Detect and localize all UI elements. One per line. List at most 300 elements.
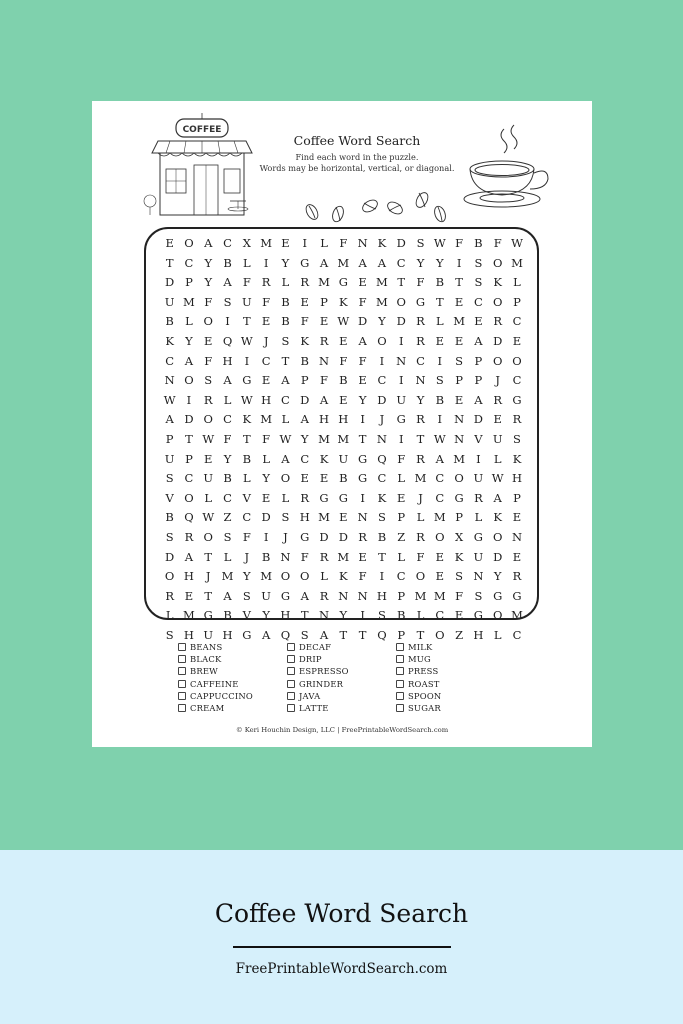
grid-letter[interactable]: W [491,471,504,486]
word-checkbox[interactable] [287,667,295,675]
grid-letter[interactable]: D [493,333,503,348]
grid-letter[interactable]: C [184,471,194,486]
grid-letter[interactable]: P [165,431,174,446]
grid-letter[interactable]: G [319,490,329,505]
grid-letter[interactable]: W [240,333,253,348]
grid-letter[interactable]: S [455,353,464,368]
word-list-item[interactable] [396,702,506,714]
grid-letter[interactable]: G [454,490,464,505]
grid-letter[interactable]: C [435,471,445,486]
grid-letter[interactable]: P [455,373,463,388]
grid-letter[interactable]: M [183,294,195,309]
grid-letter[interactable]: S [281,333,290,348]
grid-letter[interactable]: F [262,431,271,446]
grid-letter[interactable]: E [454,294,464,309]
grid-letter[interactable]: R [416,412,425,427]
grid-letter[interactable]: F [358,353,367,368]
grid-letter[interactable]: F [358,294,367,309]
word-list-item[interactable] [287,702,397,714]
grid-letter[interactable]: C [377,373,387,388]
grid-letter[interactable]: S [474,275,483,290]
grid-letter[interactable]: I [379,569,385,584]
grid-letter[interactable]: I [398,431,404,446]
grid-letter[interactable]: E [435,549,444,564]
grid-letter[interactable]: R [300,490,310,505]
grid-letter[interactable]: A [319,627,329,642]
grid-letter[interactable]: N [357,510,368,525]
grid-letter[interactable]: P [397,588,406,603]
grid-letter[interactable]: T [185,431,193,446]
grid-letter[interactable]: L [243,471,251,486]
grid-letter[interactable]: M [511,608,523,623]
grid-letter[interactable]: M [433,510,446,525]
grid-letter[interactable]: S [204,373,213,388]
word-checkbox[interactable] [178,680,186,688]
grid-letter[interactable]: M [337,255,350,270]
grid-letter[interactable]: E [454,392,464,407]
grid-letter[interactable]: B [339,471,348,486]
word-list-item[interactable] [178,653,288,665]
grid-letter[interactable]: A [300,412,309,427]
grid-letter[interactable]: G [493,588,503,603]
grid-letter[interactable]: M [433,588,446,603]
grid-letter[interactable]: P [300,373,309,388]
grid-letter[interactable]: C [261,353,271,368]
grid-letter[interactable]: D [377,392,387,407]
grid-letter[interactable]: L [223,549,232,564]
grid-letter[interactable]: R [416,314,425,329]
grid-letter[interactable]: H [319,412,330,427]
grid-letter[interactable]: G [512,588,522,603]
grid-letter[interactable]: Q [280,627,291,642]
grid-letter[interactable]: G [512,392,522,407]
grid-letter[interactable]: W [202,510,215,525]
grid-letter[interactable]: Y [204,275,213,290]
grid-letter[interactable]: W [202,431,215,446]
grid-letter[interactable]: J [283,529,288,544]
grid-letter[interactable]: E [339,392,348,407]
word-list-item[interactable] [287,678,397,690]
grid-letter[interactable]: Y [300,431,309,446]
grid-letter[interactable]: A [377,255,387,270]
grid-letter[interactable]: A [474,333,483,348]
word-list-item[interactable] [178,665,288,677]
grid-letter[interactable]: O [396,294,406,309]
grid-letter[interactable]: H [299,510,310,525]
grid-letter[interactable]: U [492,431,503,446]
grid-letter[interactable]: K [377,236,387,250]
grid-letter[interactable]: K [493,275,502,290]
grid-letter[interactable]: O [492,353,503,368]
grid-letter[interactable]: V [242,608,251,623]
grid-letter[interactable]: S [513,431,521,446]
grid-letter[interactable]: L [416,608,425,623]
grid-letter[interactable]: K [242,412,252,427]
grid-letter[interactable]: G [242,373,252,388]
grid-letter[interactable]: B [242,451,252,466]
grid-letter[interactable]: B [281,294,290,309]
grid-letter[interactable]: M [337,549,350,564]
grid-letter[interactable]: F [242,529,251,544]
grid-letter[interactable]: Y [281,255,290,270]
grid-letter[interactable]: K [454,549,464,564]
grid-letter[interactable]: H [338,412,349,427]
grid-letter[interactable]: S [474,255,483,270]
grid-letter[interactable]: G [203,608,213,623]
word-list-item[interactable] [287,653,397,665]
grid-letter[interactable]: E [512,549,522,564]
word-list-item[interactable] [396,653,506,665]
grid-letter[interactable]: M [453,451,465,466]
grid-letter[interactable]: Y [262,471,270,486]
grid-letter[interactable]: L [513,275,521,290]
grid-letter[interactable]: E [184,588,194,603]
grid-letter[interactable]: E [204,333,213,348]
grid-letter[interactable]: A [319,255,329,270]
grid-letter[interactable]: W [337,314,350,329]
grid-letter[interactable]: O [492,608,503,623]
word-list-item[interactable] [396,641,506,653]
grid-letter[interactable]: I [437,353,443,368]
grid-letter[interactable]: M [414,471,427,486]
grid-letter[interactable]: R [512,569,522,584]
grid-letter[interactable]: H [280,608,291,623]
grid-letter[interactable]: D [473,412,484,427]
grid-letter[interactable]: K [493,510,502,525]
grid-letter[interactable]: T [339,627,348,642]
grid-letter[interactable]: G [358,451,368,466]
grid-letter[interactable]: J [205,569,211,584]
grid-letter[interactable]: S [223,294,232,309]
grid-letter[interactable]: Y [378,314,386,329]
word-list-item[interactable] [287,665,397,677]
grid-letter[interactable]: C [281,392,290,407]
grid-letter[interactable]: Y [493,569,502,584]
grid-letter[interactable]: Y [436,255,444,270]
grid-letter[interactable]: E [319,471,329,486]
grid-letter[interactable]: F [416,275,425,290]
word-checkbox[interactable] [178,704,186,712]
grid-letter[interactable]: S [165,529,174,544]
grid-letter[interactable]: O [203,314,213,329]
grid-letter[interactable]: F [320,373,329,388]
word-list-item[interactable] [178,678,288,690]
grid-letter[interactable]: K [319,451,329,466]
grid-letter[interactable]: P [513,490,521,505]
grid-letter[interactable]: I [360,490,365,505]
grid-letter[interactable]: M [337,431,350,446]
grid-letter[interactable]: X [455,529,464,544]
grid-letter[interactable]: P [320,294,328,309]
grid-letter[interactable]: U [164,294,175,309]
grid-letter[interactable]: F [455,588,464,603]
grid-letter[interactable]: K [339,569,348,584]
grid-letter[interactable]: R [493,392,503,407]
grid-letter[interactable]: A [184,353,194,368]
grid-letter[interactable]: B [281,314,290,329]
grid-letter[interactable]: N [318,353,330,368]
grid-letter[interactable]: V [165,490,174,505]
grid-letter[interactable]: D [493,549,503,564]
grid-letter[interactable]: O [300,569,310,584]
grid-letter[interactable]: T [204,549,213,564]
grid-letter[interactable]: D [184,412,194,427]
grid-letter[interactable]: E [435,569,444,584]
grid-letter[interactable]: U [241,294,252,309]
grid-letter[interactable]: A [281,451,290,466]
grid-letter[interactable]: C [396,569,406,584]
grid-letter[interactable]: Q [377,627,387,642]
grid-letter[interactable]: P [513,294,521,309]
grid-letter[interactable]: D [338,529,348,544]
grid-letter[interactable]: K [512,451,522,466]
word-checkbox[interactable] [178,692,186,700]
grid-letter[interactable]: C [435,608,445,623]
grid-letter[interactable]: Y [416,255,425,270]
grid-letter[interactable]: C [473,294,483,309]
grid-letter[interactable]: M [318,431,330,446]
grid-letter[interactable]: O [492,529,503,544]
grid-letter[interactable]: N [376,431,387,446]
grid-letter[interactable]: E [493,412,502,427]
grid-letter[interactable]: Y [223,451,232,466]
grid-letter[interactable]: E [165,236,174,250]
word-list-item[interactable] [396,665,506,677]
grid-letter[interactable]: R [512,412,522,427]
grid-letter[interactable]: A [223,275,232,290]
grid-letter[interactable]: M [453,314,465,329]
grid-letter[interactable]: F [204,294,213,309]
grid-letter[interactable]: O [377,333,387,348]
grid-letter[interactable]: O [280,471,291,486]
grid-letter[interactable]: P [185,451,193,466]
grid-letter[interactable]: T [358,431,367,446]
grid-letter[interactable]: D [165,549,175,564]
grid-letter[interactable]: L [320,236,328,250]
grid-letter[interactable]: T [435,294,444,309]
grid-letter[interactable]: R [165,588,174,603]
grid-letter[interactable]: C [435,490,445,505]
grid-letter[interactable]: B [165,510,174,525]
grid-letter[interactable]: M [183,608,195,623]
grid-letter[interactable]: G [280,588,291,603]
grid-letter[interactable]: S [281,510,290,525]
grid-letter[interactable]: T [397,275,406,290]
grid-letter[interactable]: B [261,549,271,564]
grid-letter[interactable]: R [319,588,329,603]
grid-letter[interactable]: J [263,333,269,348]
grid-letter[interactable]: T [358,627,367,642]
grid-letter[interactable]: I [456,255,462,270]
grid-letter[interactable]: S [435,373,444,388]
grid-letter[interactable]: F [358,569,367,584]
grid-letter[interactable]: H [473,627,484,642]
grid-letter[interactable]: F [493,236,502,250]
grid-letter[interactable]: M [511,255,523,270]
grid-letter[interactable]: O [415,569,426,584]
grid-letter[interactable]: R [416,529,425,544]
grid-letter[interactable]: G [415,294,426,309]
grid-letter[interactable]: I [225,314,230,329]
word-list-item[interactable] [287,641,397,653]
grid-letter[interactable]: W [433,236,446,250]
grid-letter[interactable]: Q [222,333,233,348]
grid-letter[interactable]: L [435,314,444,329]
grid-letter[interactable]: O [184,236,194,250]
grid-letter[interactable]: C [512,627,522,642]
grid-letter[interactable]: F [455,236,464,250]
grid-letter[interactable]: C [377,471,387,486]
grid-letter[interactable]: S [377,510,386,525]
grid-letter[interactable]: F [262,294,271,309]
grid-letter[interactable]: N [396,353,407,368]
grid-letter[interactable]: Q [377,451,387,466]
grid-letter[interactable]: D [165,275,175,290]
word-list-item[interactable] [178,702,288,714]
grid-letter[interactable]: L [185,314,193,329]
grid-letter[interactable]: M [221,569,234,584]
grid-letter[interactable]: P [397,627,406,642]
word-checkbox[interactable] [287,692,295,700]
word-list-item[interactable] [287,690,397,702]
grid-letter[interactable]: D [396,314,406,329]
grid-letter[interactable]: L [243,255,251,270]
grid-letter[interactable]: H [261,392,272,407]
grid-letter[interactable]: O [435,529,445,544]
grid-letter[interactable]: N [415,373,426,388]
grid-letter[interactable]: I [186,392,192,407]
grid-letter[interactable]: N [454,412,465,427]
grid-letter[interactable]: L [493,627,502,642]
grid-letter[interactable]: T [378,549,386,564]
grid-letter[interactable]: M [414,588,427,603]
grid-letter[interactable]: A [281,373,290,388]
grid-letter[interactable]: C [300,451,310,466]
grid-letter[interactable]: S [242,588,251,603]
grid-letter[interactable]: T [204,588,213,603]
grid-letter[interactable]: T [416,431,425,446]
word-checkbox[interactable] [178,655,186,663]
grid-letter[interactable]: J [244,549,250,564]
grid-letter[interactable]: S [377,608,386,623]
grid-letter[interactable]: I [302,236,307,250]
grid-letter[interactable]: A [223,588,232,603]
grid-letter[interactable]: H [183,627,194,642]
grid-letter[interactable]: P [474,353,483,368]
grid-letter[interactable]: P [455,510,463,525]
grid-letter[interactable]: G [396,412,406,427]
grid-letter[interactable]: W [279,431,292,446]
grid-letter[interactable]: A [319,392,329,407]
word-checkbox[interactable] [178,643,186,651]
grid-letter[interactable]: L [397,549,406,564]
grid-letter[interactable]: B [474,236,483,250]
grid-letter[interactable]: H [511,471,522,486]
grid-letter[interactable]: O [435,627,445,642]
grid-letter[interactable]: C [512,314,522,329]
grid-letter[interactable]: L [281,412,290,427]
grid-letter[interactable]: H [222,353,233,368]
word-list-item[interactable] [178,641,288,653]
grid-letter[interactable]: E [512,333,522,348]
grid-letter[interactable]: Z [223,510,232,525]
grid-letter[interactable]: N [454,431,465,446]
grid-letter[interactable]: G [473,529,483,544]
grid-letter[interactable]: N [357,236,368,250]
grid-letter[interactable]: O [203,412,213,427]
grid-letter[interactable]: U [164,451,175,466]
grid-letter[interactable]: R [358,529,367,544]
grid-letter[interactable]: K [165,333,174,348]
grid-letter[interactable]: U [203,627,214,642]
grid-letter[interactable]: A [474,392,483,407]
grid-letter[interactable]: G [473,608,483,623]
grid-letter[interactable]: O [492,294,503,309]
grid-letter[interactable]: H [183,569,194,584]
grid-letter[interactable]: E [261,373,271,388]
grid-letter[interactable]: I [437,412,443,427]
word-checkbox[interactable] [287,704,295,712]
grid-letter[interactable]: Y [185,333,193,348]
grid-letter[interactable]: B [223,255,232,270]
grid-letter[interactable]: E [435,333,444,348]
grid-letter[interactable]: C [223,236,232,250]
grid-letter[interactable]: B [165,314,174,329]
grid-letter[interactable]: B [300,353,309,368]
grid-letter[interactable]: A [165,412,174,427]
grid-letter[interactable]: E [358,373,367,388]
grid-letter[interactable]: E [454,608,464,623]
grid-letter[interactable]: S [416,236,425,250]
grid-letter[interactable]: O [454,471,464,486]
grid-letter[interactable]: A [223,373,232,388]
grid-letter[interactable]: A [204,236,213,250]
grid-letter[interactable]: C [242,510,252,525]
grid-letter[interactable]: C [165,353,175,368]
grid-letter[interactable]: Z [397,529,406,544]
grid-letter[interactable]: C [223,490,232,505]
grid-letter[interactable]: A [184,549,194,564]
grid-letter[interactable]: U [338,451,349,466]
grid-letter[interactable]: W [433,431,446,446]
grid-letter[interactable]: H [222,627,233,642]
grid-letter[interactable]: E [300,471,309,486]
grid-letter[interactable]: L [416,510,425,525]
grid-letter[interactable]: O [492,255,503,270]
grid-letter[interactable]: E [474,314,483,329]
grid-letter[interactable]: T [243,431,251,446]
grid-letter[interactable]: R [493,314,503,329]
grid-letter[interactable]: H [376,588,387,603]
grid-letter[interactable]: V [242,490,251,505]
grid-letter[interactable]: F [339,236,348,250]
grid-letter[interactable]: D [319,529,329,544]
grid-letter[interactable]: A [261,627,271,642]
grid-letter[interactable]: E [261,490,271,505]
grid-letter[interactable]: W [240,392,253,407]
grid-letter[interactable]: U [473,549,484,564]
grid-letter[interactable]: B [223,471,232,486]
grid-letter[interactable]: O [512,353,522,368]
grid-letter[interactable]: M [260,236,273,250]
grid-letter[interactable]: E [281,236,290,250]
grid-letter[interactable]: A [358,255,367,270]
grid-letter[interactable]: R [416,333,425,348]
grid-letter[interactable]: N [280,549,291,564]
grid-letter[interactable]: N [357,588,368,603]
grid-letter[interactable]: T [455,275,463,290]
grid-letter[interactable]: S [455,569,464,584]
